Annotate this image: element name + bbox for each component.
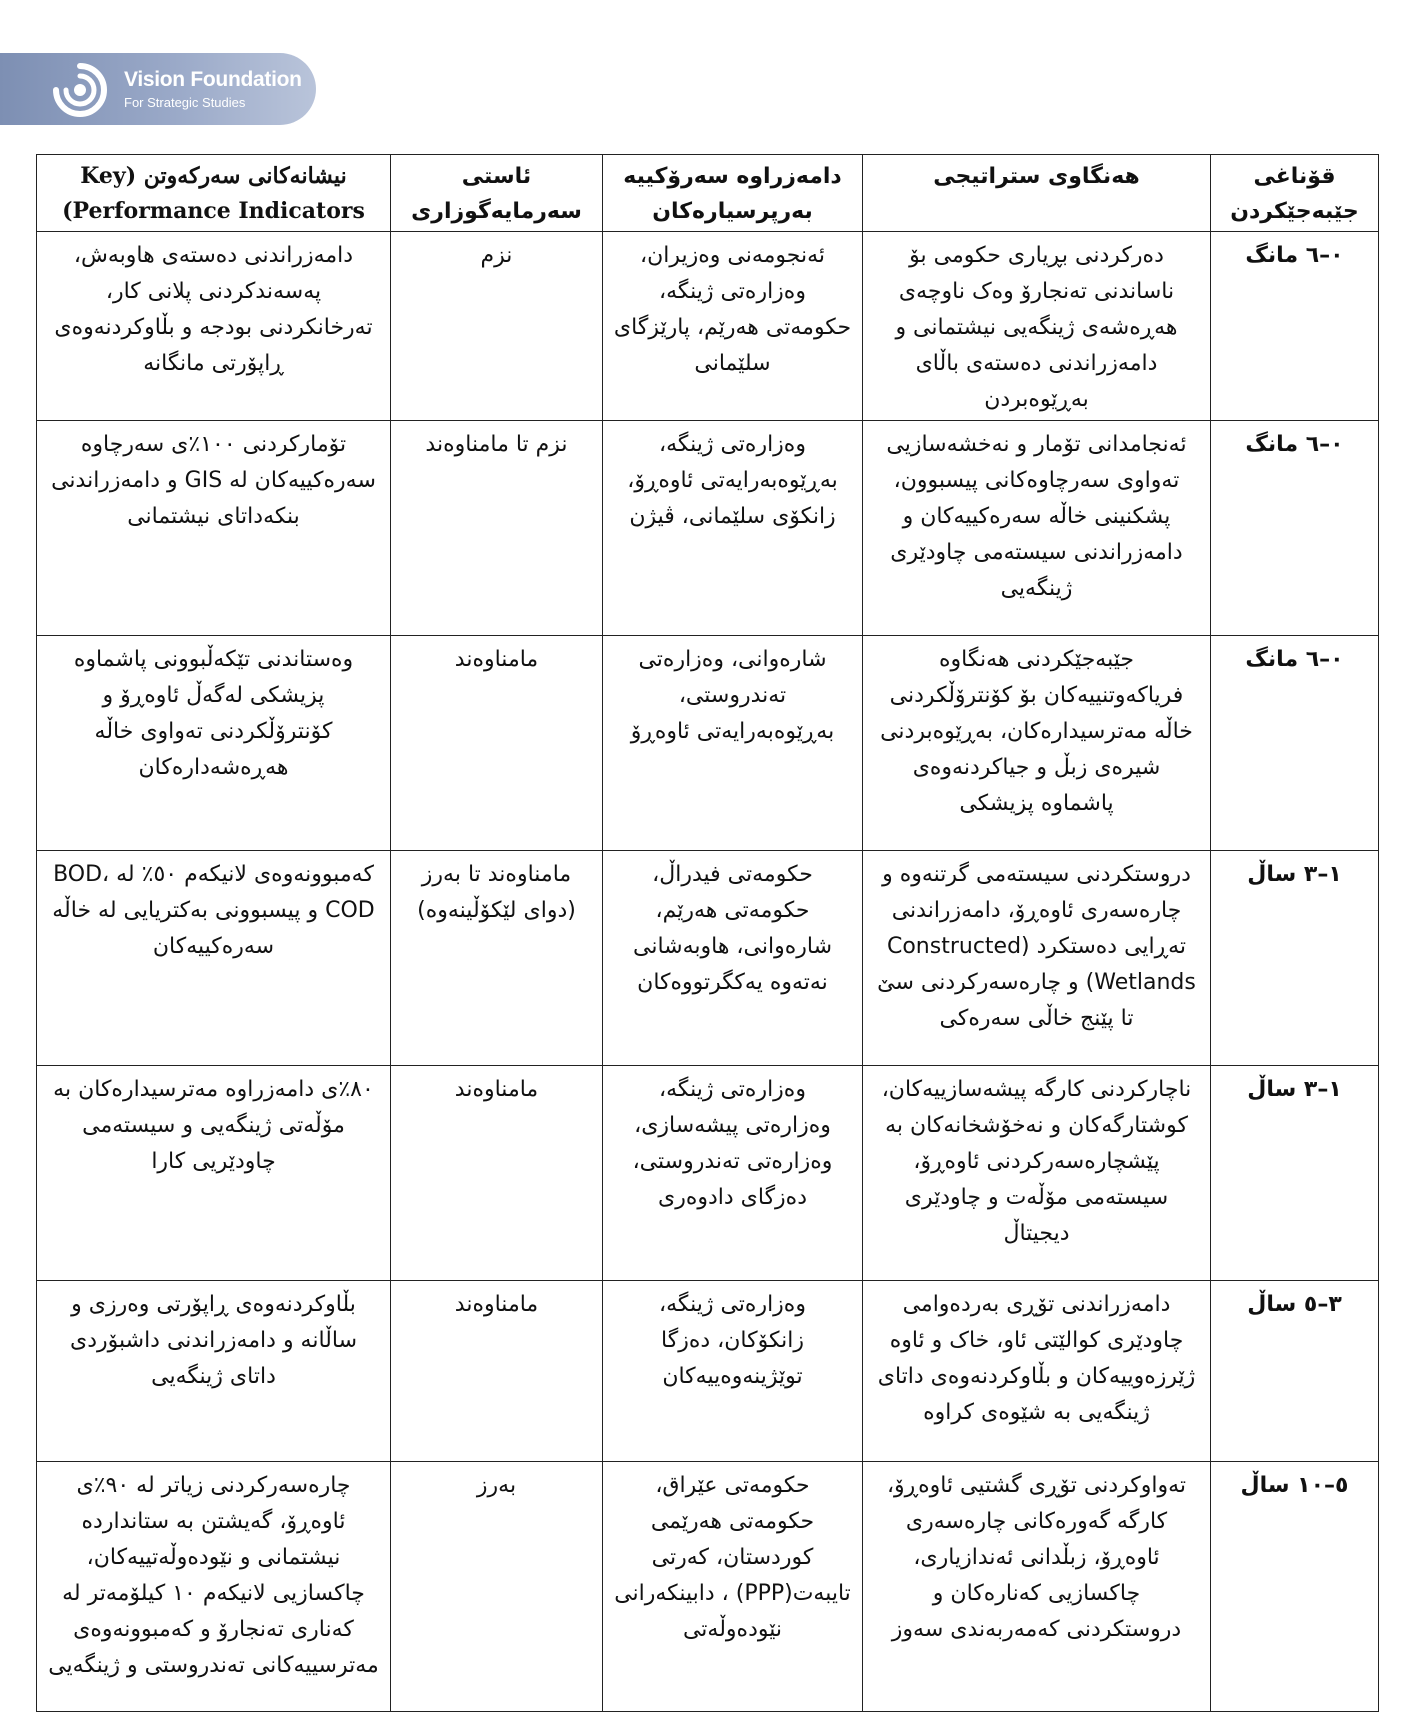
cell-strategic-step: دامەزراندنی تۆڕی بەردەوامی چاودێری کوالێتی ئاو، خاک و ئاوە ژێرزەوییەکان و بڵاوکردنەوەی داتای ژینگەیی بە شێوەی کراوە bbox=[863, 1281, 1211, 1462]
cell-investment-level: مامناوەند bbox=[391, 1066, 603, 1281]
cell-strategic-step: دروستکردنی سیستەمی گرتنەوە و چارەسەری ئاوەڕۆ، دامەزراندنی تەڕایی دەستکرد (Constructed Wetlands) و چارەسەرکردنی سێ تا پێنج خاڵی سەرەکی bbox=[863, 851, 1211, 1066]
cell-responsible-agencies: حکومەتی فیدراڵ، حکومەتی هەرێم، شارەوانی، هاوبەشانی نەتەوە یەکگرتووەکان bbox=[603, 851, 863, 1066]
table-row bbox=[37, 636, 1379, 851]
cell-investment-level: نزم bbox=[391, 232, 603, 421]
cell-phase: ٣–٥ ساڵ bbox=[1211, 1281, 1379, 1462]
cell-strategic-step: ناچارکردنی کارگە پیشەسازییەکان، کوشتارگەکان و نەخۆشخانەکان بە پێشچارەسەرکردنی ئاوەڕۆ، سیستەمی مۆڵەت و چاودێری دیجیتاڵ bbox=[863, 1066, 1211, 1281]
cell-responsible-agencies: وەزارەتی ژینگە، زانکۆکان، دەزگا توێژینەوەییەکان bbox=[603, 1281, 863, 1462]
cell-investment-level: مامناوەند تا بەرز (دوای لێکۆڵینەوە) bbox=[391, 851, 603, 1066]
cell-kpi: وەستاندنی تێکەڵبوونی پاشماوە پزیشکی لەگەڵ ئاوەڕۆ و کۆنترۆڵکردنی تەواوی خاڵە هەڕەشەدارەکان bbox=[37, 636, 391, 851]
cell-responsible-agencies: شارەوانی، وەزارەتی تەندروستی، بەڕێوەبەرایەتی ئاوەڕۆ bbox=[603, 636, 863, 851]
cell-investment-level: بەرز bbox=[391, 1462, 603, 1712]
cell-investment-level: مامناوەند bbox=[391, 636, 603, 851]
table-row bbox=[37, 1066, 1379, 1281]
cell-kpi: چارەسەرکردنی زیاتر لە ٩٠٪ی ئاوەڕۆ، گەیشتن بە ستاندارده نیشتمانی و نێودەوڵەتییەکان، چاکسازیی لانیکەم ١٠ کیلۆمەتر لە کەناری تەنجارۆ و کەمبوونەوەی مەترسییەکانی تەندروستی و ژینگەیی bbox=[37, 1462, 391, 1712]
cell-investment-level: نزم تا مامناوەند bbox=[391, 421, 603, 636]
table-row bbox=[37, 421, 1379, 636]
cell-kpi: بڵاوکردنەوەی ڕاپۆرتی وەرزی و ساڵانە و دامەزراندنی داشبۆردی داتای ژینگەیی bbox=[37, 1281, 391, 1462]
strategy-table bbox=[36, 154, 1379, 1712]
cell-kpi: دامەزراندنی دەستەی هاوبەش، پەسەندکردنی پلانی کار، تەرخانکردنی بودجە و بڵاوکردنەوەی ڕاپۆرتی مانگانە bbox=[37, 232, 391, 421]
cell-phase: ٠–٦ مانگ bbox=[1211, 232, 1379, 421]
cell-kpi: ٨٠٪ی دامەزراوە مەترسیدارەکان بە مۆڵەتی ژینگەیی و سیستەمی چاودێریی کارا bbox=[37, 1066, 391, 1281]
cell-responsible-agencies: ئەنجومەنی وەزیران، وەزارەتی ژینگە، حکومەتی هەرێم، پارێزگای سلێمانی bbox=[603, 232, 863, 421]
cell-strategic-step: جێبەجێکردنی هەنگاوە فریاکەوتنییەکان بۆ کۆنترۆڵکردنی خاڵە مەترسیدارەکان، بەڕێوەبردنی شیرەی زبڵ و جیاکردنەوەی پاشماوە پزیشکی bbox=[863, 636, 1211, 851]
brand-banner bbox=[0, 53, 316, 125]
header-strategic-step: هەنگاوی ستراتیجی bbox=[863, 155, 1211, 232]
header-kpi: نیشانەکانی سەرکەوتن (Key Performance Indicators) bbox=[37, 155, 391, 232]
table-row bbox=[37, 232, 1379, 421]
cell-strategic-step: ئەنجامدانی تۆمار و نەخشەسازیی تەواوی سەرچاوەکانی پیسبوون، پشکنینی خاڵە سەرەکییەکان و دامەزراندنی سیستەمی چاودێری ژینگەیی bbox=[863, 421, 1211, 636]
cell-investment-level: مامناوەند bbox=[391, 1281, 603, 1462]
header-responsible-agencies: دامەزراوە سەرۆکییە بەرپرسیارەکان bbox=[603, 155, 863, 232]
vision-foundation-logo-icon bbox=[46, 58, 112, 120]
cell-phase: ٥–١٠ ساڵ bbox=[1211, 1462, 1379, 1712]
table-row bbox=[37, 1462, 1379, 1712]
cell-strategic-step: دەرکردنی بڕیاری حکومی بۆ ناساندنی تەنجارۆ وەک ناوچەی هەڕەشەی ژینگەیی نیشتمانی و دامەزراندنی دەستەی باڵای بەڕێوەبردن bbox=[863, 232, 1211, 421]
cell-phase: ٠–٦ مانگ bbox=[1211, 421, 1379, 636]
cell-responsible-agencies: حکومەتی عێراق، حکومەتی هەرێمی کوردستان، کەرتی تایبەت(PPP) ، دابینکەرانی نێودەوڵەتی bbox=[603, 1462, 863, 1712]
cell-strategic-step: تەواوکردنی تۆڕی گشتیی ئاوەڕۆ، کارگە گەورەکانی چارەسەری ئاوەڕۆ، زبڵدانی ئەندازیاری، چاکسازیی کەنارەکان و دروستکردنی کەمەربەندی سەوز bbox=[863, 1462, 1211, 1712]
brand-name: Vision Foundation bbox=[124, 68, 302, 91]
cell-kpi: کەمبوونەوەی لانیکەم ٥٠٪ لە BOD، COD و پیسبوونی بەکتریایی لە خاڵە سەرەکییەکان bbox=[37, 851, 391, 1066]
table-row bbox=[37, 851, 1379, 1066]
cell-phase: ٠–٦ مانگ bbox=[1211, 636, 1379, 851]
table-row bbox=[37, 1281, 1379, 1462]
cell-responsible-agencies: وەزارەتی ژینگە، وەزارەتی پیشەسازی، وەزارەتی تەندروستی، دەزگای دادوەری bbox=[603, 1066, 863, 1281]
header-phase: قۆناغی جێبەجێکردن bbox=[1211, 155, 1379, 232]
header-investment-level: ئاستی سەرمایەگوزاری bbox=[391, 155, 603, 232]
table-header-row bbox=[37, 155, 1379, 232]
cell-phase: ١–٣ ساڵ bbox=[1211, 851, 1379, 1066]
cell-responsible-agencies: وەزارەتی ژینگە، بەڕێوەبەرایەتی ئاوەڕۆ، زانکۆی سلێمانی، ڤیژن bbox=[603, 421, 863, 636]
brand-tagline: For Strategic Studies bbox=[124, 95, 246, 110]
cell-phase: ١–٣ ساڵ bbox=[1211, 1066, 1379, 1281]
cell-kpi: تۆمارکردنی ١٠٠٪ی سەرچاوە سەرەکییەکان لە GIS و دامەزراندنی بنکەداتای نیشتمانی bbox=[37, 421, 391, 636]
